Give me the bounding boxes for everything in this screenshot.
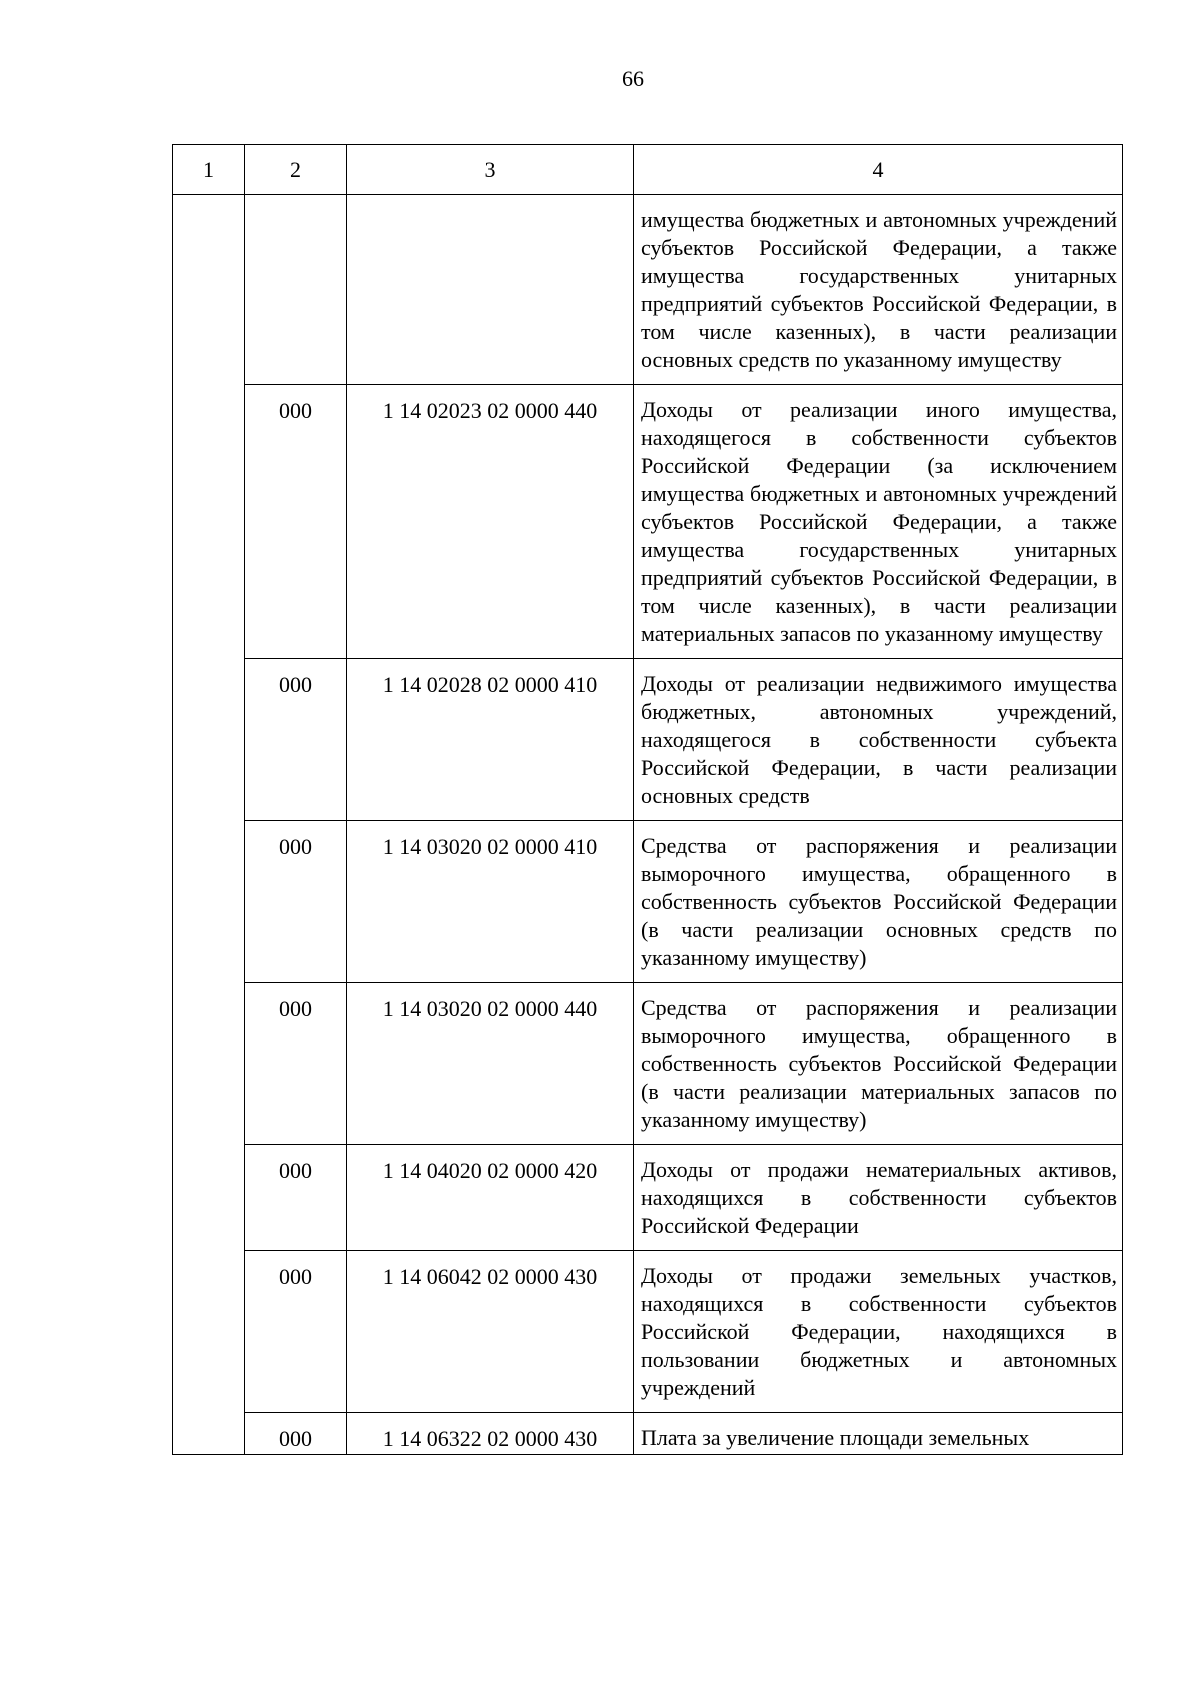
- table-row: [173, 385, 1123, 659]
- table-header-row: [173, 145, 1123, 195]
- table-row: [173, 983, 1123, 1145]
- column-header-1: 1: [173, 145, 245, 195]
- income-codes-table: [172, 144, 1123, 1455]
- description-cell: Средства от распоряжения и реализации выморочного имущества, обращенного в собственность субъектов Российской Федерации (в части реализации материальных запасов по указанному имуществу): [634, 983, 1123, 1145]
- income-code-cell: 1 14 06322 02 0000 430: [347, 1413, 634, 1455]
- income-code-cell: 1 14 03020 02 0000 410: [347, 821, 634, 983]
- table-row: [173, 1145, 1123, 1251]
- admin-code-cell: 000: [245, 983, 347, 1145]
- admin-code-cell: 000: [245, 1413, 347, 1455]
- income-code-cell: [347, 195, 634, 385]
- table-row: [173, 659, 1123, 821]
- table-row: [173, 821, 1123, 983]
- column-header-4: 4: [634, 145, 1123, 195]
- income-code-cell: 1 14 06042 02 0000 430: [347, 1251, 634, 1413]
- admin-code-cell: 000: [245, 1145, 347, 1251]
- admin-code-cell: 000: [245, 1251, 347, 1413]
- income-code-cell: 1 14 02023 02 0000 440: [347, 385, 634, 659]
- table-row-continuation: [173, 195, 1123, 385]
- admin-code-cell: 000: [245, 385, 347, 659]
- group-column-cell: [173, 195, 245, 1455]
- income-code-cell: 1 14 04020 02 0000 420: [347, 1145, 634, 1251]
- column-header-3: 3: [347, 145, 634, 195]
- admin-code-cell: 000: [245, 821, 347, 983]
- description-cell: Доходы от продажи земельных участков, находящихся в собственности субъектов Российской Федерации, находящихся в пользовании бюджетных и автономных учреждений: [634, 1251, 1123, 1413]
- description-cell: Доходы от продажи нематериальных активов, находящихся в собственности субъектов Российской Федерации: [634, 1145, 1123, 1251]
- income-code-cell: 1 14 03020 02 0000 440: [347, 983, 634, 1145]
- table-row: [173, 1413, 1123, 1455]
- description-cell: Доходы от реализации недвижимого имущества бюджетных, автономных учреждений, находящегося в собственности субъекта Российской Федерации, в части реализации основных средств: [634, 659, 1123, 821]
- table-row: [173, 1251, 1123, 1413]
- admin-code-cell: [245, 195, 347, 385]
- column-header-2: 2: [245, 145, 347, 195]
- description-cell: имущества бюджетных и автономных учреждений субъектов Российской Федерации, а также имущества государственных унитарных предприятий субъектов Российской Федерации, в том числе казенных), в части реализации основных средств по указанному имуществу: [634, 195, 1123, 385]
- description-cell: Средства от распоряжения и реализации выморочного имущества, обращенного в собственность субъектов Российской Федерации (в части реализации основных средств по указанному имуществу): [634, 821, 1123, 983]
- income-code-cell: 1 14 02028 02 0000 410: [347, 659, 634, 821]
- description-cell: Плата за увеличение площади земельных: [634, 1413, 1123, 1455]
- admin-code-cell: 000: [245, 659, 347, 821]
- page-number: 66: [622, 66, 644, 91]
- description-cell: Доходы от реализации иного имущества, находящегося в собственности субъектов Российской Федерации (за исключением имущества бюджетных и автономных учреждений субъектов Российской Федерации, а также имущества государственных унитарных предприятий субъектов Российской Федерации, в том числе казенных), в части реализации материальных запасов по указанному имуществу: [634, 385, 1123, 659]
